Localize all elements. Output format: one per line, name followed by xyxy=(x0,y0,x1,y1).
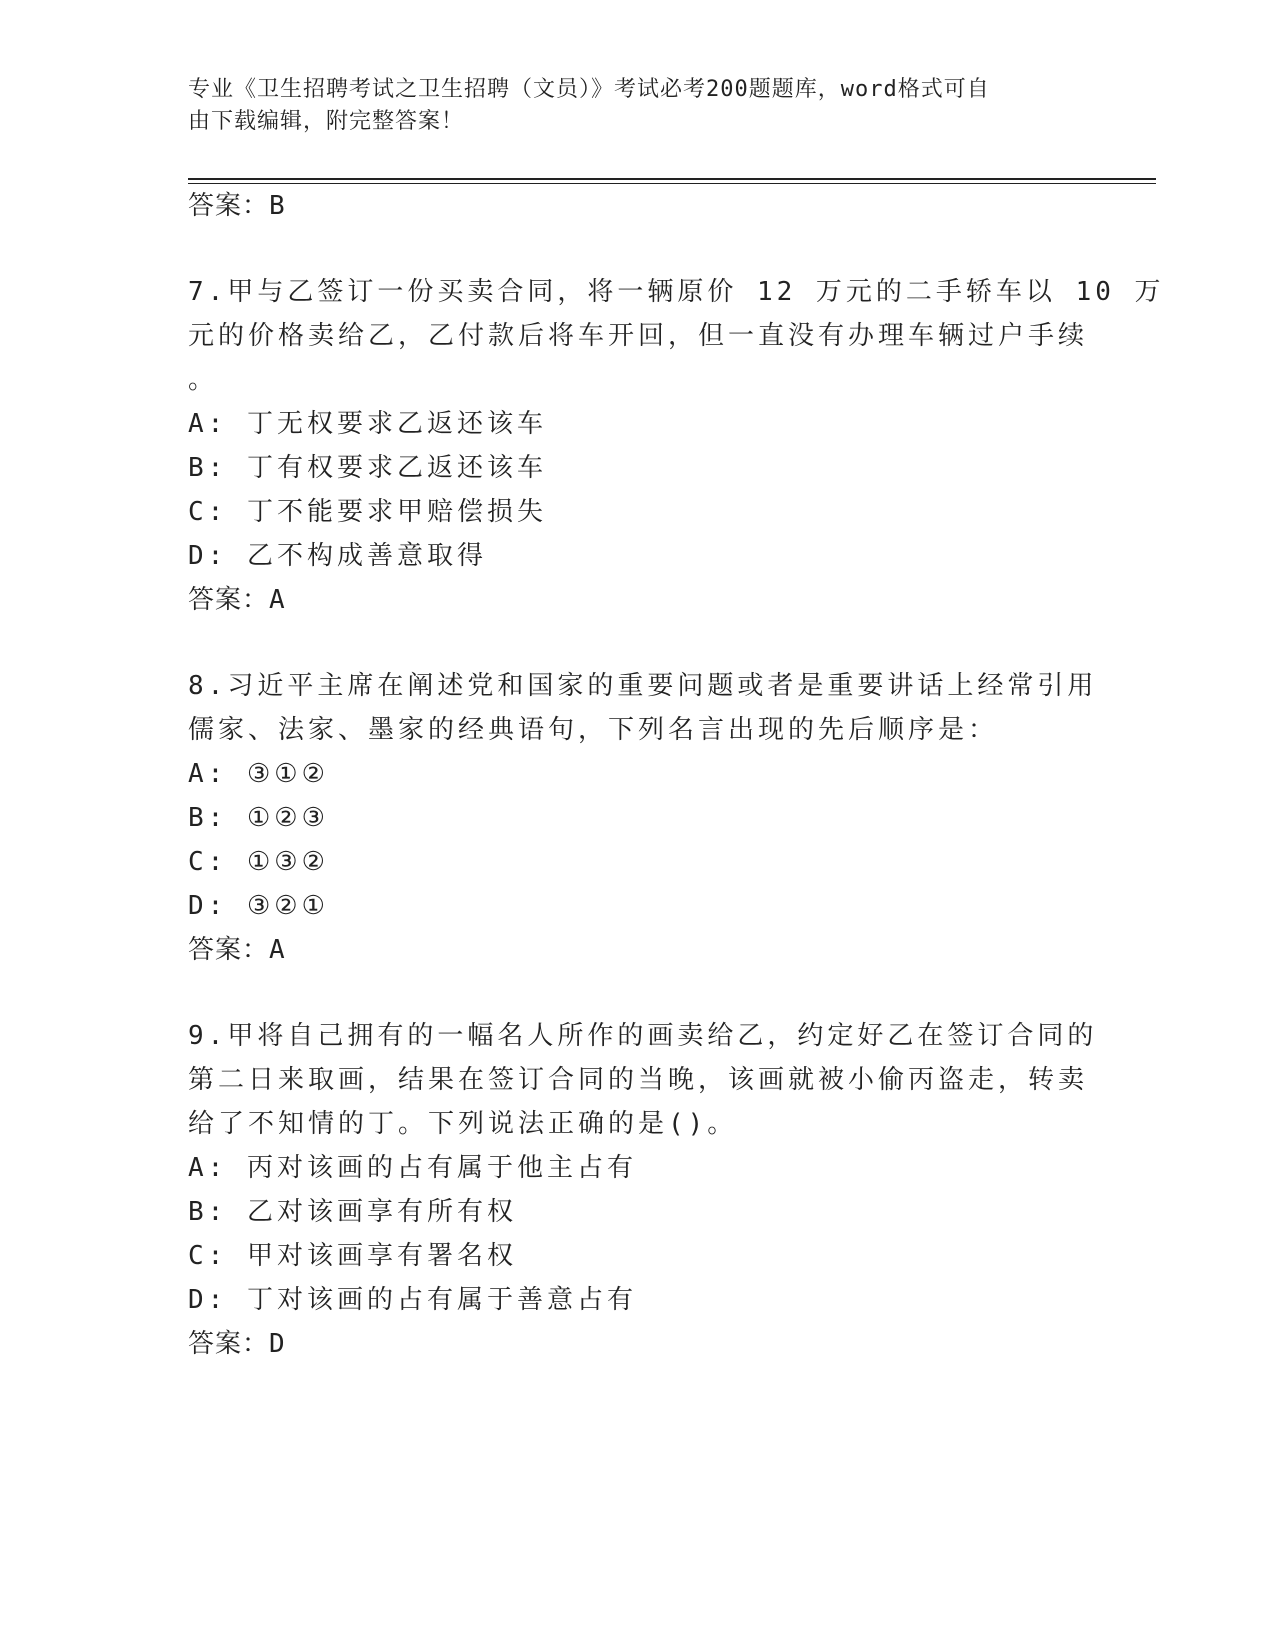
document-header xyxy=(188,74,1068,138)
option-a xyxy=(188,1152,637,1184)
answer-label: 答案： xyxy=(188,191,270,221)
question-stem-line xyxy=(188,1020,1097,1052)
header-divider-thin xyxy=(188,183,1156,184)
option-b xyxy=(188,802,329,834)
option-a xyxy=(188,758,329,790)
option-text: 丙对该画的占有属于他主占有 xyxy=(246,1153,637,1183)
question-text: 甲将自己拥有的一幅名人所作的画卖给乙，约定好乙在签订合同的 xyxy=(227,1021,1098,1051)
question-number: 7. xyxy=(188,277,228,307)
answer-line xyxy=(188,190,286,222)
option-text: 丁对该画的占有属于善意占有 xyxy=(246,1285,637,1315)
question-stem-line xyxy=(188,276,1165,308)
option-text: 甲对该画享有署名权 xyxy=(246,1241,517,1271)
option-text: ①②③ xyxy=(246,803,329,833)
answer-label: 答案： xyxy=(188,585,270,615)
question-text: 甲与乙签订一份买卖合同，将一辆原价 12 万元的二手轿车以 10 万 xyxy=(227,277,1165,307)
option-text: 丁无权要求乙返还该车 xyxy=(246,409,547,439)
question-number: 9. xyxy=(188,1021,228,1051)
answer-label: 答案： xyxy=(188,935,270,965)
option-key: B: xyxy=(188,1197,228,1227)
option-key: D: xyxy=(188,891,228,921)
option-text: ③②① xyxy=(246,891,329,921)
option-key: C: xyxy=(188,1241,228,1271)
question-text: 儒家、法家、墨家的经典语句，下列名言出现的先后顺序是： xyxy=(188,715,999,745)
option-text: 丁有权要求乙返还该车 xyxy=(246,453,547,483)
answer-line xyxy=(188,934,286,966)
option-d xyxy=(188,1284,637,1316)
answer-label: 答案： xyxy=(188,1329,270,1359)
option-key: C: xyxy=(188,497,228,527)
option-key: B: xyxy=(188,453,228,483)
option-c xyxy=(188,846,329,878)
option-d xyxy=(188,540,487,572)
option-key: A: xyxy=(188,759,228,789)
option-c xyxy=(188,496,547,528)
question-stem-line xyxy=(188,670,1097,702)
option-key: D: xyxy=(188,541,228,571)
option-key: D: xyxy=(188,1285,228,1315)
header-line-2: 由下载编辑，附完整答案！ xyxy=(188,109,465,134)
question-text: 给了不知情的丁。下列说法正确的是()。 xyxy=(188,1109,738,1139)
question-text: 第二日来取画，结果在签订合同的当晚，该画就被小偷丙盗走，转卖 xyxy=(188,1065,1089,1095)
option-key: B: xyxy=(188,803,228,833)
option-d xyxy=(188,890,329,922)
option-key: A: xyxy=(188,1153,228,1183)
option-text: 乙对该画享有所有权 xyxy=(246,1197,517,1227)
header-line-1: 专业《卫生招聘考试之卫生招聘（文员）》考试必考200题题库，word格式可自 xyxy=(188,77,990,102)
answer-value: A xyxy=(269,585,286,615)
answer-line xyxy=(188,1328,286,1360)
question-text: 习近平主席在阐述党和国家的重要问题或者是重要讲话上经常引用 xyxy=(227,671,1098,701)
answer-value: A xyxy=(269,935,286,965)
answer-value: D xyxy=(269,1329,286,1359)
answer-value: B xyxy=(269,191,286,221)
question-text: 元的价格卖给乙，乙付款后将车开回，但一直没有办理车辆过户手续 xyxy=(188,321,1089,351)
option-b xyxy=(188,452,547,484)
answer-line xyxy=(188,584,286,616)
option-text: ①③② xyxy=(246,847,329,877)
option-key: C: xyxy=(188,847,228,877)
option-c xyxy=(188,1240,517,1272)
question-number: 8. xyxy=(188,671,228,701)
option-text: 丁不能要求甲赔偿损失 xyxy=(246,497,547,527)
option-text: ③①② xyxy=(246,759,329,789)
question-text: 。 xyxy=(188,365,219,395)
option-text: 乙不构成善意取得 xyxy=(246,541,487,571)
option-a xyxy=(188,408,547,440)
header-divider-thick xyxy=(188,178,1156,180)
option-b xyxy=(188,1196,517,1228)
option-key: A: xyxy=(188,409,228,439)
